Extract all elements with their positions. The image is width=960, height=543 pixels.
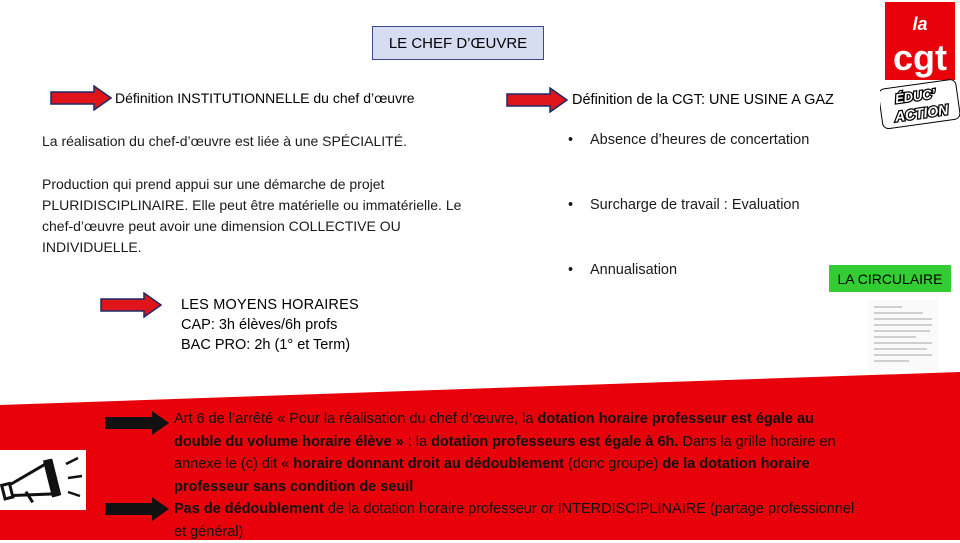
bullet-icon: • (568, 262, 590, 278)
bullet-text: Absence d’heures de concertation (590, 132, 809, 148)
bullet-icon: • (568, 132, 590, 148)
svg-text:ACTION: ACTION (893, 101, 950, 125)
left-heading: Définition INSTITUTIONNELLE du chef d’œuvre (115, 90, 415, 106)
bullet-item (568, 262, 677, 278)
bullet-item (568, 197, 800, 213)
circulaire-badge (829, 265, 951, 292)
black-arrow-icon (104, 410, 170, 436)
article-line: Art 6 de l’arrêté « Pour la réalisation du chef d’œuvre, la dotation horaire professeur est égale au (174, 408, 934, 431)
paragraph-line: INDIVIDUELLE. (42, 237, 532, 258)
svg-text:ÉDUC’: ÉDUC’ (894, 86, 937, 107)
article-line: Pas de dédoublement de la dotation horaire professeur or INTERDISCIPLINAIRE (partage professionnel (174, 498, 934, 521)
moyens-heading: LES MOYENS HORAIRES (181, 295, 359, 315)
article-line: annexe le (c) dit « horaire donnant droit au dédoublement (donc groupe) de la dotation horaire (174, 453, 934, 476)
moyens-line: BAC PRO: 2h (1° et Term) (181, 335, 359, 355)
article-line: et général) (174, 521, 934, 543)
paragraph-line: PLURIDISCIPLINAIRE. Elle peut être matérielle ou immatérielle. Le (42, 195, 532, 216)
document-thumbnail-icon[interactable] (868, 300, 938, 370)
article-line: double du volume horaire élève » : la dotation professeurs est égale à 6h. Dans la grille horaire en (174, 431, 934, 454)
red-arrow-icon (100, 292, 162, 318)
page-title (372, 26, 544, 60)
article-text-block (174, 408, 934, 543)
paragraph-line: Production qui prend appui sur une démarche de projet (42, 174, 532, 195)
moyens-horaires-block (181, 295, 359, 355)
bullet-icon: • (568, 197, 590, 213)
moyens-line: CAP: 3h élèves/6h profs (181, 315, 359, 335)
paragraph-line: chef-d’œuvre peut avoir une dimension COLLECTIVE OU (42, 216, 532, 237)
circulaire-label: LA CIRCULAIRE (837, 271, 942, 287)
megaphone-icon (0, 450, 86, 510)
red-arrow-icon (50, 85, 112, 111)
article-line: professeur sans condition de seuil (174, 476, 934, 499)
bullet-text: Annualisation (590, 262, 677, 278)
cgt-educaction-logo (880, 0, 960, 130)
red-arrow-icon (506, 87, 568, 113)
left-paragraph-specialite: La réalisation du chef-d’œuvre est liée à une SPÉCIALITÉ. (42, 131, 407, 152)
logo-cgt-text: cgt (893, 37, 947, 78)
right-heading: Définition de la CGT: UNE USINE A GAZ (572, 92, 834, 108)
black-arrow-icon (104, 496, 170, 522)
logo-la-text: la (912, 14, 927, 34)
bullet-item (568, 132, 809, 148)
page-title-text: LE CHEF D’ŒUVRE (389, 35, 527, 52)
bullet-text: Surcharge de travail : Evaluation (590, 197, 800, 213)
left-paragraph-production (42, 174, 532, 258)
